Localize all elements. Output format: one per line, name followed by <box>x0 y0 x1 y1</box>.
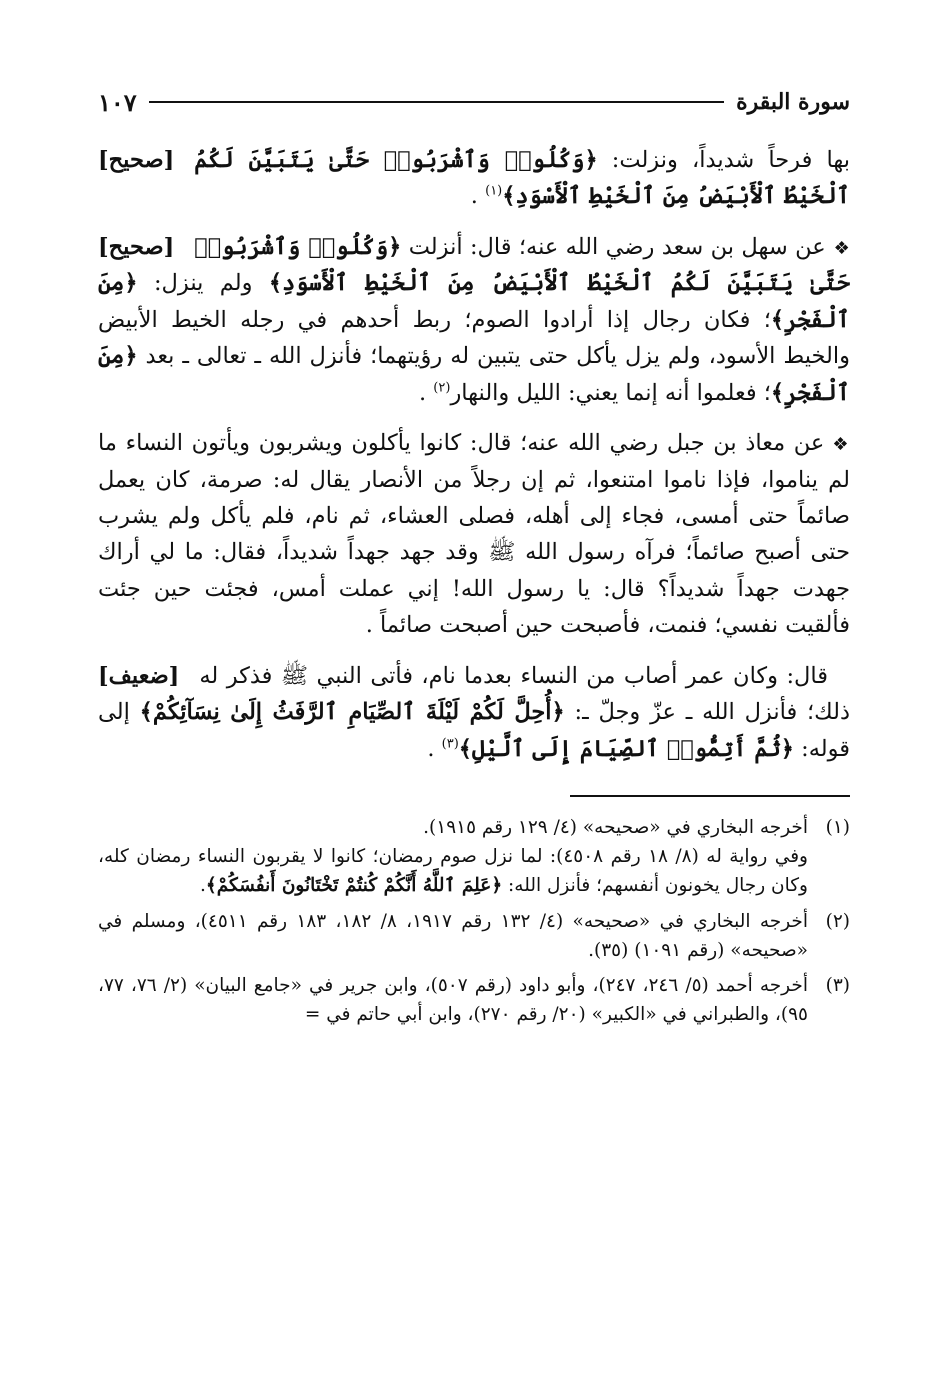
footnote-item <box>98 907 850 965</box>
text-run: ؛ فكان رجال إذا أرادوا الصوم؛ ربط أحدهم في رجله الخيط الأبيض والخيط الأسود، ولم يزل يأكل حتى يتبين له رؤيتهما؛ فأنزل الله ـ تعالى ـ بعد <box>98 306 850 370</box>
footnote-reference: (٣) <box>441 736 459 752</box>
text-run: ؛ فعلموا أنه إنما يعني: الليل والنهار <box>450 379 771 406</box>
text-run: بها فرحاً شديداً، ونزلت: <box>597 147 850 173</box>
text-run: . <box>418 379 434 406</box>
hadith-grade: [صحيح] <box>98 147 175 173</box>
hadith-paragraph <box>98 425 850 644</box>
page-number: ١٠٧ <box>98 87 137 117</box>
running-header <box>98 80 850 124</box>
surah-title: سورة البقرة <box>736 89 850 115</box>
text-run: . <box>427 735 442 762</box>
footnote-text <box>98 907 808 965</box>
quran-verse: ﴿وَكُلُوا۟ وَٱشْرَبُوا۟ حَتَّىٰ يَتَبَيَّنَ لَكُمُ ٱلْخَيْطُ ٱلْأَبْيَضُ مِنَ ٱلْخَيْطِ ٱلْأَسْوَدِ﴾ <box>194 233 851 297</box>
hadith-paragraph <box>98 229 850 411</box>
footnote-number: (١) <box>825 817 850 838</box>
quran-verse: ﴿أُحِلَّ لَكُمْ لَيْلَةَ ٱلصِّيَامِ ٱلرَّفَثُ إِلَىٰ نِسَآئِكُمْ﴾ <box>139 699 565 726</box>
footnote-item <box>98 971 850 1029</box>
quran-verse: ﴿مِنَ ٱلْفَجْرِ﴾ <box>98 270 850 333</box>
text-run: . <box>200 875 206 897</box>
footnote-text <box>98 971 808 1029</box>
quran-verse: ﴿مِنَ ٱلْفَجْرِ﴾ <box>98 343 850 406</box>
text-run: قال: وكان عمر أصاب من النساء بعدما نام، فأتى النبي ﷺ فذكر له ذلك؛ فأنزل الله ـ عزّ وجلّ ـ: <box>199 662 850 726</box>
hadith-paragraph <box>98 142 850 215</box>
text-run: إلى قوله: <box>98 699 850 762</box>
quran-verse: ﴿وَكُلُوا۟ وَٱشْرَبُوا۟ حَتَّىٰ يَتَبَيَّنَ لَكُمُ ٱلْخَيْطُ ٱلْأَبْيَضُ مِنَ ٱلْخَيْطِ ٱلْأَسْوَدِ﴾ <box>194 147 850 210</box>
diamond-bullet-icon: ❖ <box>832 434 850 456</box>
text-run: عن معاذ بن جبل رضي الله عنه؛ قال: كانوا يأكلون ويشربون ويأتون النساء ما لم يناموا، فإذا ناموا امتنعوا، ثم إن رجلاً من الأنصار يقال له: صرمة، كان يعمل صائماً حتى أمسى، فجاء إلى أهله، فصلى العشاء، ثم نام، فلم يأكل ولم يشرب حتى أصبح صائماً؛ فرآه رسول الله ﷺ وقد جهد جهداً شديداً، فقال: ما لي أراك جهدت جهداً شديداً؟ قال: يا رسول الله! إني عملت أمس، فجئت حين جئت فألقيت نفسي؛ فنمت، فأصبحت حين أصبحت صائماً . <box>98 430 850 639</box>
footnote-reference: (١) <box>485 183 503 199</box>
text-run: عن سهل بن سعد رضي الله عنه؛ قال: أنزلت <box>401 233 826 260</box>
text-run: ولم ينزل: <box>137 270 269 297</box>
footnote-line <box>98 971 808 1029</box>
footnotes-section <box>98 813 850 1030</box>
text-run: أخرجه البخاري في «صحيحه» (٤/ ١٣٢ رقم ١٩١٧، ٨/ ١٨٢، ١٨٣ رقم ٤٥١١)، ومسلم في «صحيحه» (رقم ١٠٩١) (٣٥). <box>98 910 808 961</box>
quran-verse: ﴿ثُمَّ أَتِمُّوا۟ ٱلصِّيَامَ إِلَى ٱلَّيْلِ﴾ <box>458 735 794 762</box>
footnote-number: (٢) <box>825 910 850 932</box>
footnote-line <box>98 813 808 842</box>
quran-verse: ﴿عَلِمَ ٱللَّهُ أَنَّكُمْ كُنتُمْ تَخْتَانُونَ أَنفُسَكُمْ﴾ <box>205 875 503 897</box>
main-text <box>98 142 850 767</box>
text-run: أخرجه البخاري في «صحيحه» (٤/ ١٢٩ رقم ١٩١٥). <box>423 817 808 838</box>
text-run: وفي رواية له (٨/ ١٨ رقم ٤٥٠٨): لما نزل صوم رمضان؛ كانوا لا يقربون النساء رمضان كله، وكان رجال يخونون أنفسهم؛ فأنزل الله: <box>98 846 808 897</box>
diamond-bullet-icon: ❖ <box>833 237 850 259</box>
book-page <box>98 80 850 1341</box>
footnote-item <box>98 813 850 901</box>
header-rule <box>149 101 724 103</box>
footnote-separator <box>570 795 850 797</box>
hadith-grade: [صحيح] <box>98 233 175 260</box>
hadith-grade: [ضعيف] <box>98 662 180 689</box>
text-run: أخرجه أحمد (٥/ ٢٤٦، ٢٤٧)، وأبو داود (رقم ٥٠٧)، وابن جرير في «جامع البيان» (٢/ ٧٦، ٧٧، ٩٥)، والطبراني في «الكبير» (٢٠/ رقم ٢٧٠)، وابن أبي حاتم في = <box>98 975 808 1026</box>
hadith-paragraph <box>98 658 850 767</box>
text-run: . <box>470 183 486 210</box>
footnote-line <box>98 907 808 965</box>
footnote-reference: (٢) <box>433 380 451 396</box>
footnote-number: (٣) <box>825 975 850 997</box>
footnote-line <box>98 842 808 900</box>
footnote-text <box>98 813 808 901</box>
